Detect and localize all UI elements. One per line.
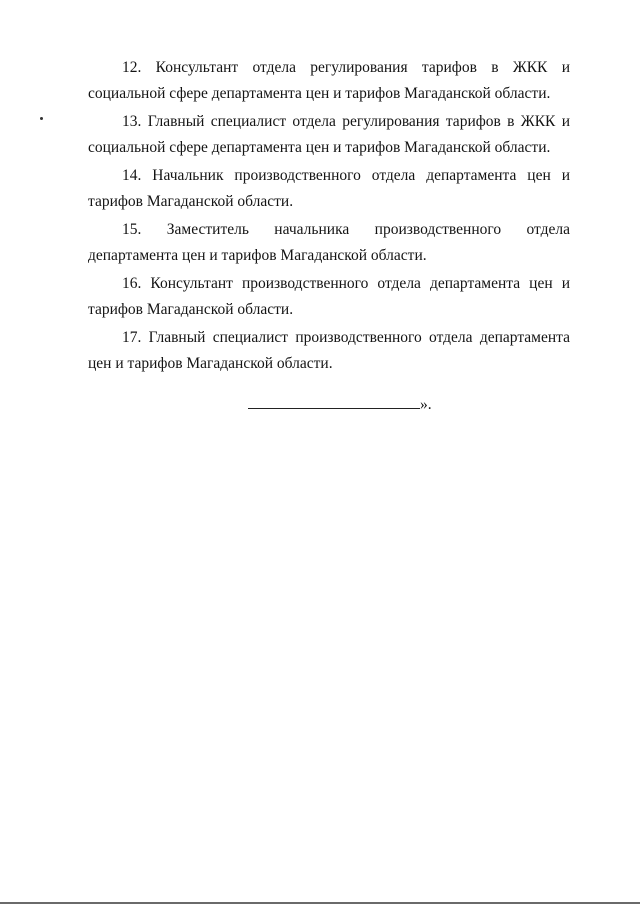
closing-line: [248, 391, 432, 418]
position-list: [88, 55, 570, 379]
list-item: 12. Консультант отдела регулирования тарифов в ЖКК и социальной сфере департамента цен и тарифов Магаданской области.: [88, 59, 570, 102]
signature-blank-line: [248, 391, 420, 409]
list-item: 13. Главный специалист отдела регулирования тарифов в ЖКК и социальной сфере департамента цен и тарифов Магаданской области.: [88, 113, 570, 156]
list-item: 16. Консультант производственного отдела департамента цен и тарифов Магаданской области.: [88, 275, 570, 318]
scan-speck: [40, 117, 43, 120]
list-item: 15. Заместитель начальника производственного отдела департамента цен и тарифов Магаданской области.: [88, 221, 570, 264]
closing-quote: ».: [420, 396, 432, 413]
list-item: 17. Главный специалист производственного отдела департамента цен и тарифов Магаданской области.: [88, 329, 570, 372]
scan-edge-line: [0, 902, 640, 904]
list-item: 14. Начальник производственного отдела департамента цен и тарифов Магаданской области.: [88, 167, 570, 210]
